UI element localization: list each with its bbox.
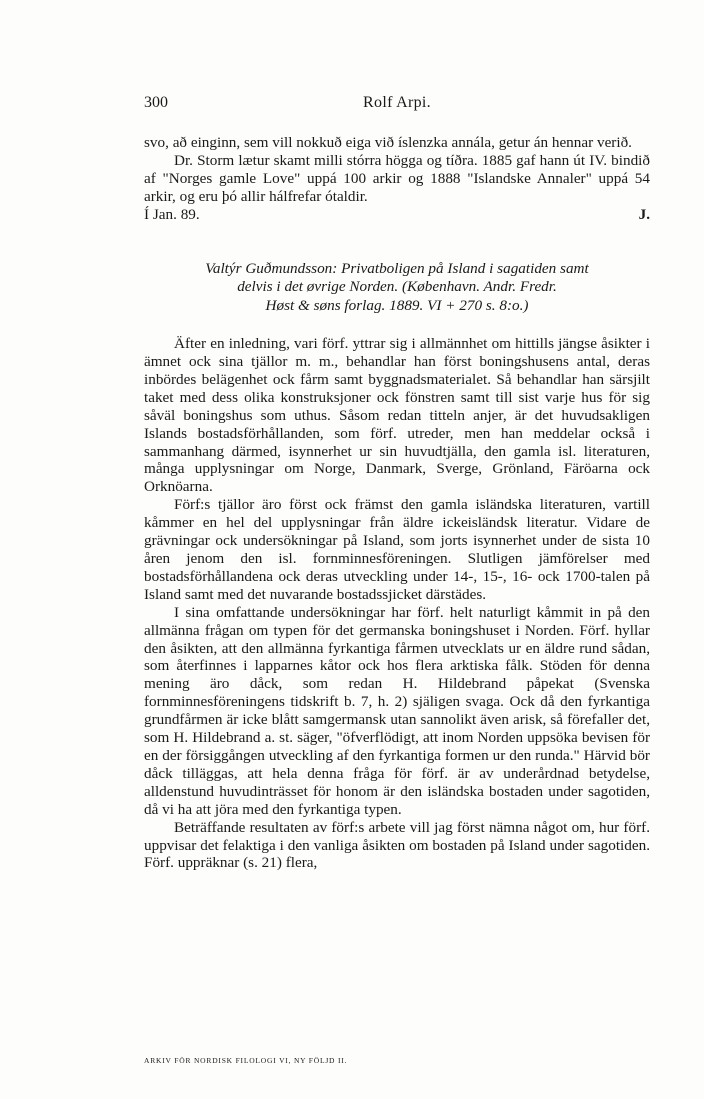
running-head: Rolf Arpi. xyxy=(363,94,431,111)
review-body xyxy=(144,335,650,872)
footer-signature-text: ARKIV FÖR NORDISK FILOLOGI VI, NY FÖLJD II. xyxy=(144,1056,348,1065)
signoff-initial: J. xyxy=(638,205,650,223)
signoff xyxy=(144,206,650,226)
page-header xyxy=(144,94,650,116)
paragraph: Äfter en inledning, vari förf. yttrar sig i allmännhet om hittills jängse åsikter i ämnet ock sina tjällor m. m., behandlar han först boningshusens antal, deras inbördes belägenhet ock fårm samt byggnadsmaterialet. Så behandlar han särsjilt taket med dess olika konstruksjoner ock fönstren samt till sist varje hus för sig såväl boningshus som uthus. Såsom redan titteln anjer, är det huvudsakligen Islands bostadsförhållanden, som förf. utreder, men han meddelar också i sammanhang därmed, isynnerhet ur sin huvudtjälla, den gamla isl. literaturen, många upplysningar om Norge, Danmark, Sverge, Grönland, Färöarna ock Orknöarna. xyxy=(144,335,650,496)
review-title-line: delvis i det øvrige Norden. (København. Andr. Fredr. xyxy=(237,278,557,296)
review-title-line: Høst & søns forlag. 1889. VI + 270 s. 8:o.) xyxy=(265,296,529,314)
paragraph: svo, að einginn, sem vill nokkuð eiga við íslenzka annála, getur án hennar verið. xyxy=(144,134,632,151)
previous-review-tail xyxy=(144,134,650,226)
review-title-line: Valtýr Guðmundsson: Privatboligen på Island i sagatiden samt xyxy=(205,259,589,277)
page-number: 300 xyxy=(144,94,168,111)
paragraph: Dr. Storm lætur skamt milli stórra högga og tíðra. 1885 gaf hann út IV. bindið af "Norges gamle Love" uppá 100 arkir og 1888 "Islandske Annaler" uppá 54 arkir, og eru þó allir hálfrefar ótaldir. xyxy=(144,151,650,205)
review-title xyxy=(144,260,650,316)
paragraph: I sina omfattande undersökningar har förf. helt naturligt kåmmit in på den allmänna frågan om typen för det germanska boningshuset i Norden. Förf. hyllar den åsikten, att den allmänna fyrkantiga fårmen utvecklats ur en äldre rund sådan, som återfinnes i lapparnes kåtor ock hos flera arktiska fålk. Stöden för denna mening äro dåck, som redan H. Hildebrand påpekat (Svenska fornminnesföreningens tidskrift b. 7, h. 2) själigen svaga. Ock då den fyrkantiga grundfårmen är icke blått samgermansk utan sannolikt även arisk, så förefaller det, som H. Hildebrand a. st. säger, "öfverflödigt, att inom Norden uppsöka bevisen för en der försiggången utveckling af den fyrkantiga formen ur den runda." Härvid bör dåck tilläggas, att hela denna fråga för förf. är av underårdnad betydelse, alldenstund huvudinträsset för honom är den isländska bostaden under sagotiden, då vi ha att jöra med den fyrkantiga typen. xyxy=(144,603,650,818)
paragraph: Förf:s tjällor äro först ock främst den gamla isländska literaturen, vartill kåmmer en hel del upplysningar från äldre ickeisländsk literatur. Vidare de grävningar ock undersökningar på Island, som jorts isynnerhet under de sista 10 åren jenom den isl. fornminnesföreningen. Slutligen jämförelser med bostadsförhållandena ock deras utveckling under 14-, 15-, 16- ock 1700-talen på Island samt med det nuvarande bostadssjicket därstädes. xyxy=(144,496,650,603)
printer-signature xyxy=(0,1056,704,1065)
page-content xyxy=(144,94,650,872)
paragraph: Beträffande resultaten av förf:s arbete vill jag först nämna något om, hur förf. uppvisar det felaktiga i den vanliga åsikten om bostaden på Island under sagotiden. Förf. uppräknar (s. 21) flera, xyxy=(144,818,650,872)
signoff-date: Í Jan. 89. xyxy=(144,205,200,223)
